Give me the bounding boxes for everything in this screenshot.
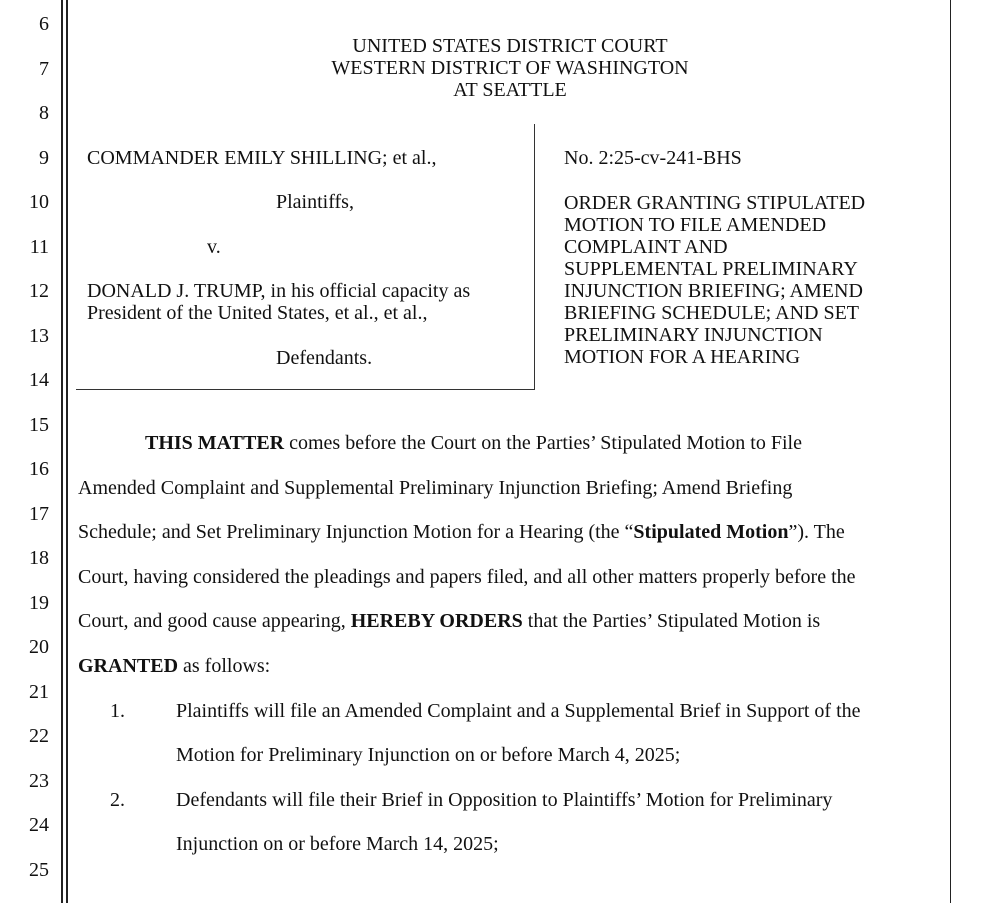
case-number: No. 2:25-cv-241-BHS [564,147,742,169]
line-number: 19 [29,592,49,614]
item-text: Defendants will file their Brief in Opposition to Plaintiffs’ Motion for Preliminary [176,789,833,811]
body-text: that the Parties’ Stipulated Motion is [522,610,821,632]
caption-divider [534,124,535,390]
court-district: WESTERN DISTRICT OF WASHINGTON [331,57,689,79]
court-name: UNITED STATES DISTRICT COURT [352,35,668,57]
item-text: Plaintiffs will file an Amended Complaint and a Supplemental Brief in Support of the [176,700,861,722]
hereby-orders-bold: HEREBY ORDERS [350,610,523,632]
line-number: 20 [29,636,49,658]
granted-bold: GRANTED [78,655,179,677]
line-number: 8 [39,102,49,124]
left-margin-rule-2 [66,0,68,903]
body-line-2: Amended Complaint and Supplemental Preliminary Injunction Briefing; Amend Briefing [78,477,793,499]
order-title-line: INJUNCTION BRIEFING; AMEND [564,280,863,302]
plaintiff-name: COMMANDER EMILY SHILLING; et al., [87,147,437,169]
line-number: 6 [39,13,49,35]
line-number: 9 [39,147,49,169]
order-title-line: MOTION FOR A HEARING [564,346,801,368]
order-title-line: ORDER GRANTING STIPULATED [564,192,866,214]
caption-bottom-rule [76,389,535,390]
right-margin-rule [950,0,951,903]
line-number: 24 [29,814,49,836]
stipulated-motion-bold: Stipulated Motion [633,521,789,543]
line-number: 25 [29,859,49,881]
line-number: 23 [29,770,49,792]
line-number: 10 [29,191,49,213]
line-number: 15 [29,414,49,436]
versus: v. [207,236,221,258]
line-number: 13 [29,325,49,347]
defendant-name-line1: DONALD J. TRUMP, in his official capacity as [87,280,471,302]
plaintiff-role: Plaintiffs, [276,191,354,213]
item-text: Motion for Preliminary Injunction on or before March 4, 2025; [176,744,681,766]
line-number: 14 [29,369,49,391]
line-number: 17 [29,503,49,525]
order-title-line: BRIEFING SCHEDULE; AND SET [564,302,860,324]
line-number: 18 [29,547,49,569]
defendant-name-line2: President of the United States, et al., et al., [87,302,428,324]
body-text: Schedule; and Set Preliminary Injunction Motion for a Hearing (the “ [78,521,634,543]
line-number: 16 [29,458,49,480]
order-title-line: MOTION TO FILE AMENDED [564,214,827,236]
line-number: 11 [29,236,49,258]
line-number: 7 [39,58,49,80]
body-line-3 [78,520,845,544]
line-number: 12 [29,280,49,302]
this-matter-bold: THIS MATTER [145,432,285,454]
item-number: 2. [110,789,125,811]
line-number: 22 [29,725,49,747]
body-line-6 [78,654,270,678]
left-margin-rule-1 [61,0,63,903]
body-line-5 [78,609,820,633]
court-location: AT SEATTLE [453,79,567,101]
body-line-4: Court, having considered the pleadings and papers filed, and all other matters properly before the [78,566,856,588]
body-text: comes before the Court on the Parties’ Stipulated Motion to File [284,432,802,454]
line-number: 21 [29,681,49,703]
body-line-1 [145,431,802,455]
item-text: Injunction on or before March 14, 2025; [176,833,499,855]
body-text: as follows: [178,655,271,677]
order-title-line: COMPLAINT AND [564,236,728,258]
item-number: 1. [110,700,125,722]
order-title-line: PRELIMINARY INJUNCTION [564,324,823,346]
body-text: ”). The [788,521,845,543]
order-title-line: SUPPLEMENTAL PRELIMINARY [564,258,858,280]
body-text: Court, and good cause appearing, [78,610,351,632]
defendant-role: Defendants. [276,347,373,369]
